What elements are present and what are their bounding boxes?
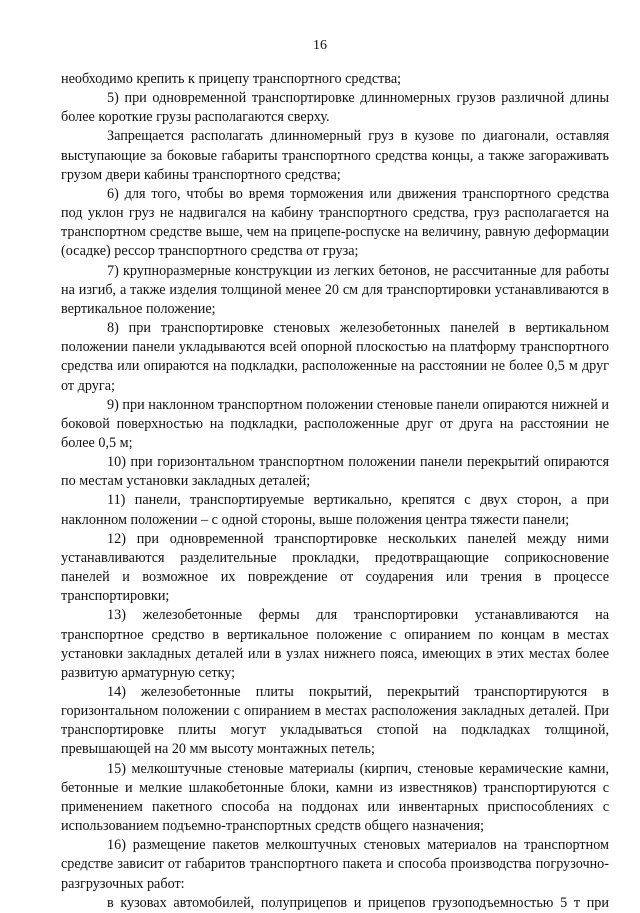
paragraph: 10) при горизонтальном транспортном положении панели перекрытий опираются по местам установки закладных деталей; — [61, 454, 609, 490]
paragraph: 16) размещение пакетов мелкоштучных стеновых материалов на транспортном средстве зависит от габаритов транспортного пакета и способа производства погрузочно-разгрузочных работ: — [61, 837, 609, 892]
paragraph: 13) железобетонные фермы для транспортировки устанавливаются на транспортное средство в вертикальное положение с опиранием по концам в местах установки закладных деталей или в узлах нижнего пояса, имеющих в этих местах более развитую арматурную сетку; — [61, 607, 609, 681]
paragraph: 11) панели, транспортируемые вертикально, крепятся с двух сторон, а при наклонном положении – с одной стороны, выше положения центра тяжести панели; — [61, 492, 609, 528]
paragraph: 5) при одновременной транспортировке длинномерных грузов различной длины более короткие грузы располагаются сверху. — [61, 90, 609, 126]
paragraph: в кузовах автомобилей, полуприцепов и прицепов грузоподъемностью 5 т при — [107, 894, 609, 911]
paragraph: необходимо крепить к прицепу транспортного средства; — [61, 71, 402, 87]
page-number: 16 — [313, 38, 327, 53]
paragraph: 7) крупноразмерные конструкции из легких бетонов, не рассчитанные для работы на изгиб, а также изделия толщиной менее 20 см для транспортировки устанавливаются в вертикальное положение; — [61, 262, 609, 317]
paragraph: 9) при наклонном транспортном положении стеновые панели опираются нижней и боковой поверхностью на подкладки, расположенные друг от друга на расстоянии не более 0,5 м; — [61, 396, 609, 451]
paragraph: 14) железобетонные плиты покрытий, перекрытий транспортируются в горизонтальном положении с опиранием в местах расположения закладных деталей. При транспортировке плиты могут укладываться стопой на подкладках толщиной, превышающей на 20 мм высоту монтажных петель; — [61, 684, 609, 758]
paragraph: 8) при транспортировке стеновых железобетонных панелей в вертикальном положении панели укладываются всей опорной плоскостью на платформу транспортного средства или опираются на подкладки, расположенные на расстоянии не более 0,5 м друг от друга; — [61, 320, 609, 394]
paragraph: 6) для того, чтобы во время торможения или движения транспортного средства под уклон груз не надвигался на кабину транспортного средства, груз располагается на транспортном средстве выше, чем на прицепе-роспуске на величину, равную деформации (осадке) рессор транспортного средства от груза; — [61, 185, 609, 260]
paragraph: Запрещается располагать длинномерный груз в кузове по диагонали, оставляя выступающие за боковые габариты транспортного средства концы, а также загораживать грузом двери кабины транспортного средства; — [61, 128, 609, 183]
document-body — [61, 70, 609, 913]
paragraph: 12) при одновременной транспортировке нескольких панелей между ними устанавливаются разделительные прокладки, предотвращающие соприкосновение панелей и возможное их повреждение от соударения или трения в процессе транспортировки; — [61, 530, 609, 605]
paragraph: 15) мелкоштучные стеновые материалы (кирпич, стеновые керамические камни, бетонные и мелкие шлакобетонные блоки, камни из известняков) транспортируются с применением пакетного способа на поддонах или инвентарных приспособлениях с использованием подъемно-транспортных средств общего назначения; — [61, 760, 609, 835]
